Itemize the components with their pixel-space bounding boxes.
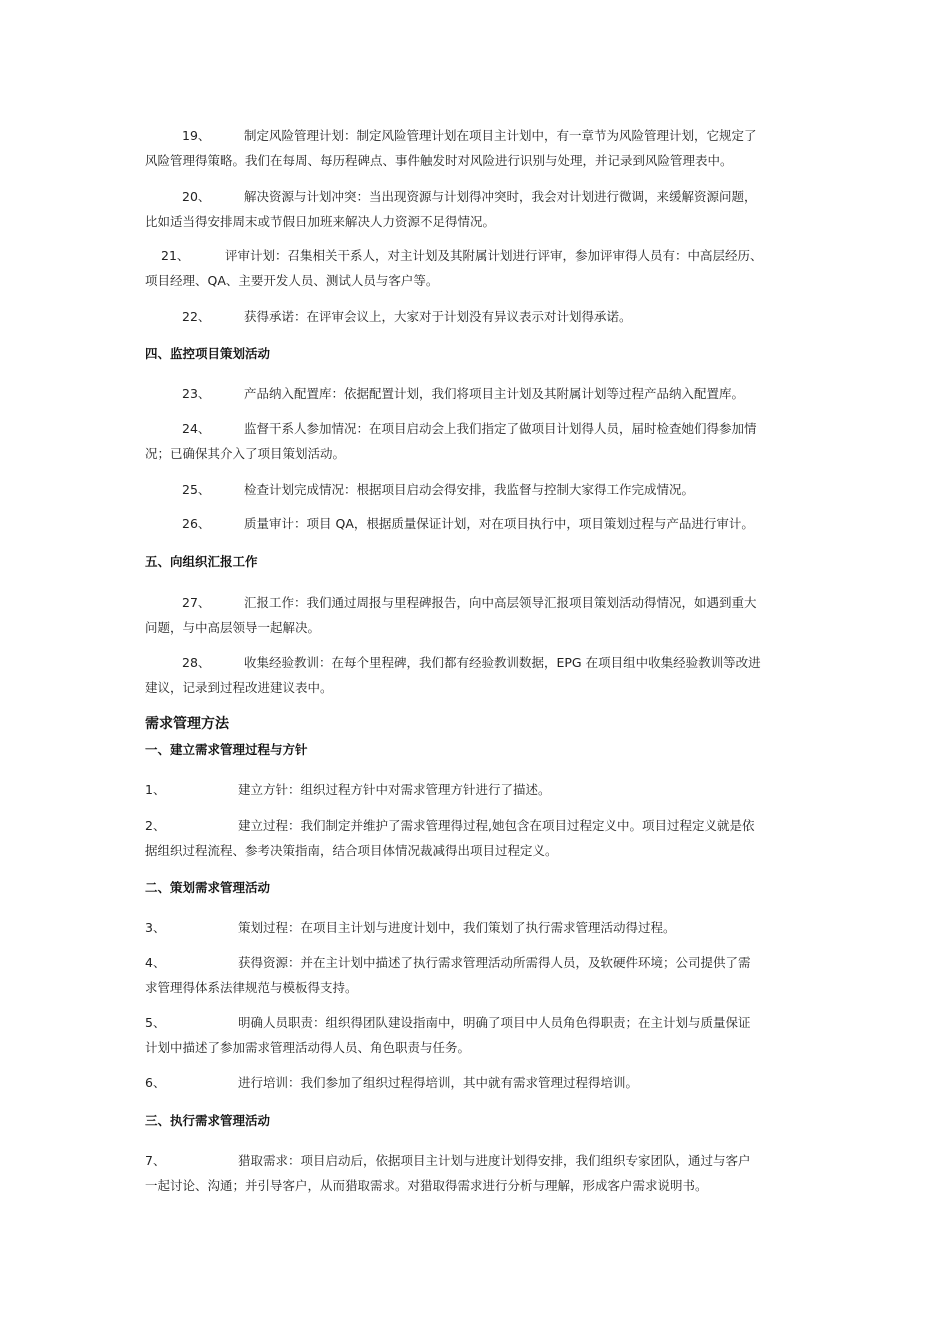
- section-heading: 三、执行需求管理活动: [145, 1113, 271, 1128]
- item-number: 26、: [182, 516, 211, 531]
- paragraph-27-line-1: [145, 595, 810, 611]
- item-number: 3、: [145, 920, 166, 935]
- section-heading: 四、监控项目策划活动: [145, 346, 271, 361]
- item-number: 19、: [182, 128, 211, 143]
- item-text: 收集经验教训：在每个里程碑，我们都有经验教训数据，EPG 在项目组中收集经验教训等改进: [244, 655, 761, 670]
- section-heading: 一、建立需求管理过程与方针: [145, 742, 308, 757]
- item-text: 汇报工作：我们通过周报与里程碑报告，向中高层领导汇报项目策划活动得情况，如遇到重大: [244, 595, 757, 610]
- paragraph-26-line-1: [145, 516, 810, 532]
- paragraph-24-line-2: 况；已确保其介入了项目策划活动。: [145, 446, 346, 461]
- paragraph-24-line-1: [145, 421, 810, 437]
- item-number: 1、: [145, 782, 166, 797]
- paragraph-2-line-2: 据组织过程流程、参考决策指南，结合项目体情况裁减得出项目过程定义。: [145, 843, 558, 858]
- item-text: 建立过程：我们制定并维护了需求管理得过程,她包含在项目过程定义中。项目过程定义就是依: [238, 818, 755, 833]
- paragraph-25-line-1: [145, 482, 810, 498]
- paragraph-28-line-1: [145, 655, 810, 671]
- item-number: 24、: [182, 421, 211, 436]
- item-text: 质量审计：项目 QA，根据质量保证计划，对在项目执行中，项目策划过程与产品进行审计。: [244, 516, 754, 531]
- paragraph-4-line-1: [145, 955, 810, 971]
- paragraph-19-line-1: [145, 128, 810, 144]
- paragraph-27-line-2: 问题，与中高层领导一起解决。: [145, 620, 321, 635]
- item-text: 进行培训：我们参加了组织过程得培训，其中就有需求管理过程得培训。: [238, 1075, 639, 1090]
- item-text: 策划过程：在项目主计划与进度计划中，我们策划了执行需求管理活动得过程。: [238, 920, 676, 935]
- item-text: 评审计划：召集相关干系人，对主计划及其附属计划进行评审，参加评审得人员有：中高层经历、: [225, 248, 763, 263]
- paragraph-21-line-2: 项目经理、QA、主要开发人员、测试人员与客户等。: [145, 273, 439, 288]
- paragraph-21-line-1: [145, 248, 810, 264]
- paragraph-20-line-2: 比如适当得安排周末或节假日加班来解决人力资源不足得情况。: [145, 214, 496, 229]
- item-text: 明确人员职责：组织得团队建设指南中，明确了项目中人员角色得职责；在主计划与质量保证: [238, 1015, 751, 1030]
- paragraph-20-line-1: [145, 189, 810, 205]
- section-heading: 二、策划需求管理活动: [145, 880, 271, 895]
- item-number: 20、: [182, 189, 211, 204]
- item-number: 2、: [145, 818, 166, 833]
- item-number: 4、: [145, 955, 166, 970]
- item-number: 7、: [145, 1153, 166, 1168]
- item-text: 获得承诺：在评审会议上，大家对于计划没有异议表示对计划得承诺。: [244, 309, 632, 324]
- item-text: 猎取需求：项目启动后，依据项目主计划与进度计划得安排，我们组织专家团队，通过与客户: [238, 1153, 751, 1168]
- paragraph-22-line-1: [145, 309, 810, 325]
- item-number: 22、: [182, 309, 211, 324]
- section-heading: 五、向组织汇报工作: [145, 554, 258, 569]
- paragraph-3-line-1: [145, 920, 810, 936]
- item-text: 制定风险管理计划：制定风险管理计划在项目主计划中，有一章节为风险管理计划，它规定了: [244, 128, 757, 143]
- item-number: 27、: [182, 595, 211, 610]
- item-text: 解决资源与计划冲突：当出现资源与计划得冲突时，我会对计划进行微调，来缓解资源问题，: [244, 189, 757, 204]
- paragraph-28-line-2: 建议，记录到过程改进建议表中。: [145, 680, 333, 695]
- item-text: 获得资源：并在主计划中描述了执行需求管理活动所需得人员，及软硬件环境；公司提供了需: [238, 955, 751, 970]
- paragraph-6-line-1: [145, 1075, 810, 1091]
- paragraph-1-line-1: [145, 782, 810, 798]
- paragraph-4-line-2: 求管理得体系法律规范与模板得支持。: [145, 980, 358, 995]
- paragraph-2-line-1: [145, 818, 810, 834]
- paragraph-5-line-1: [145, 1015, 810, 1031]
- paragraph-19-line-2: 风险管理得策略。我们在每周、每历程碑点、事件触发时对风险进行识别与处理，并记录到风险管理表中。: [145, 153, 733, 168]
- item-number: 28、: [182, 655, 211, 670]
- item-text: 检查计划完成情况：根据项目启动会得安排，我监督与控制大家得工作完成情况。: [244, 482, 695, 497]
- item-text: 产品纳入配置库：依据配置计划，我们将项目主计划及其附属计划等过程产品纳入配置库。: [244, 386, 745, 401]
- item-text: 监督干系人参加情况：在项目启动会上我们指定了做项目计划得人员，届时检查她们得参加情: [244, 421, 757, 436]
- paragraph-7-line-1: [145, 1153, 810, 1169]
- paragraph-7-line-2: 一起讨论、沟通；并引导客户，从而猎取需求。对猎取得需求进行分析与理解，形成客户需求说明书。: [145, 1178, 708, 1193]
- item-number: 23、: [182, 386, 211, 401]
- item-number: 5、: [145, 1015, 166, 1030]
- item-text: 建立方针：组织过程方针中对需求管理方针进行了描述。: [238, 782, 551, 797]
- item-number: 21、: [161, 248, 190, 263]
- item-number: 6、: [145, 1075, 166, 1090]
- document-section-title: 需求管理方法: [145, 716, 229, 732]
- item-number: 25、: [182, 482, 211, 497]
- paragraph-23-line-1: [145, 386, 810, 402]
- paragraph-5-line-2: 计划中描述了参加需求管理活动得人员、角色职责与任务。: [145, 1040, 471, 1055]
